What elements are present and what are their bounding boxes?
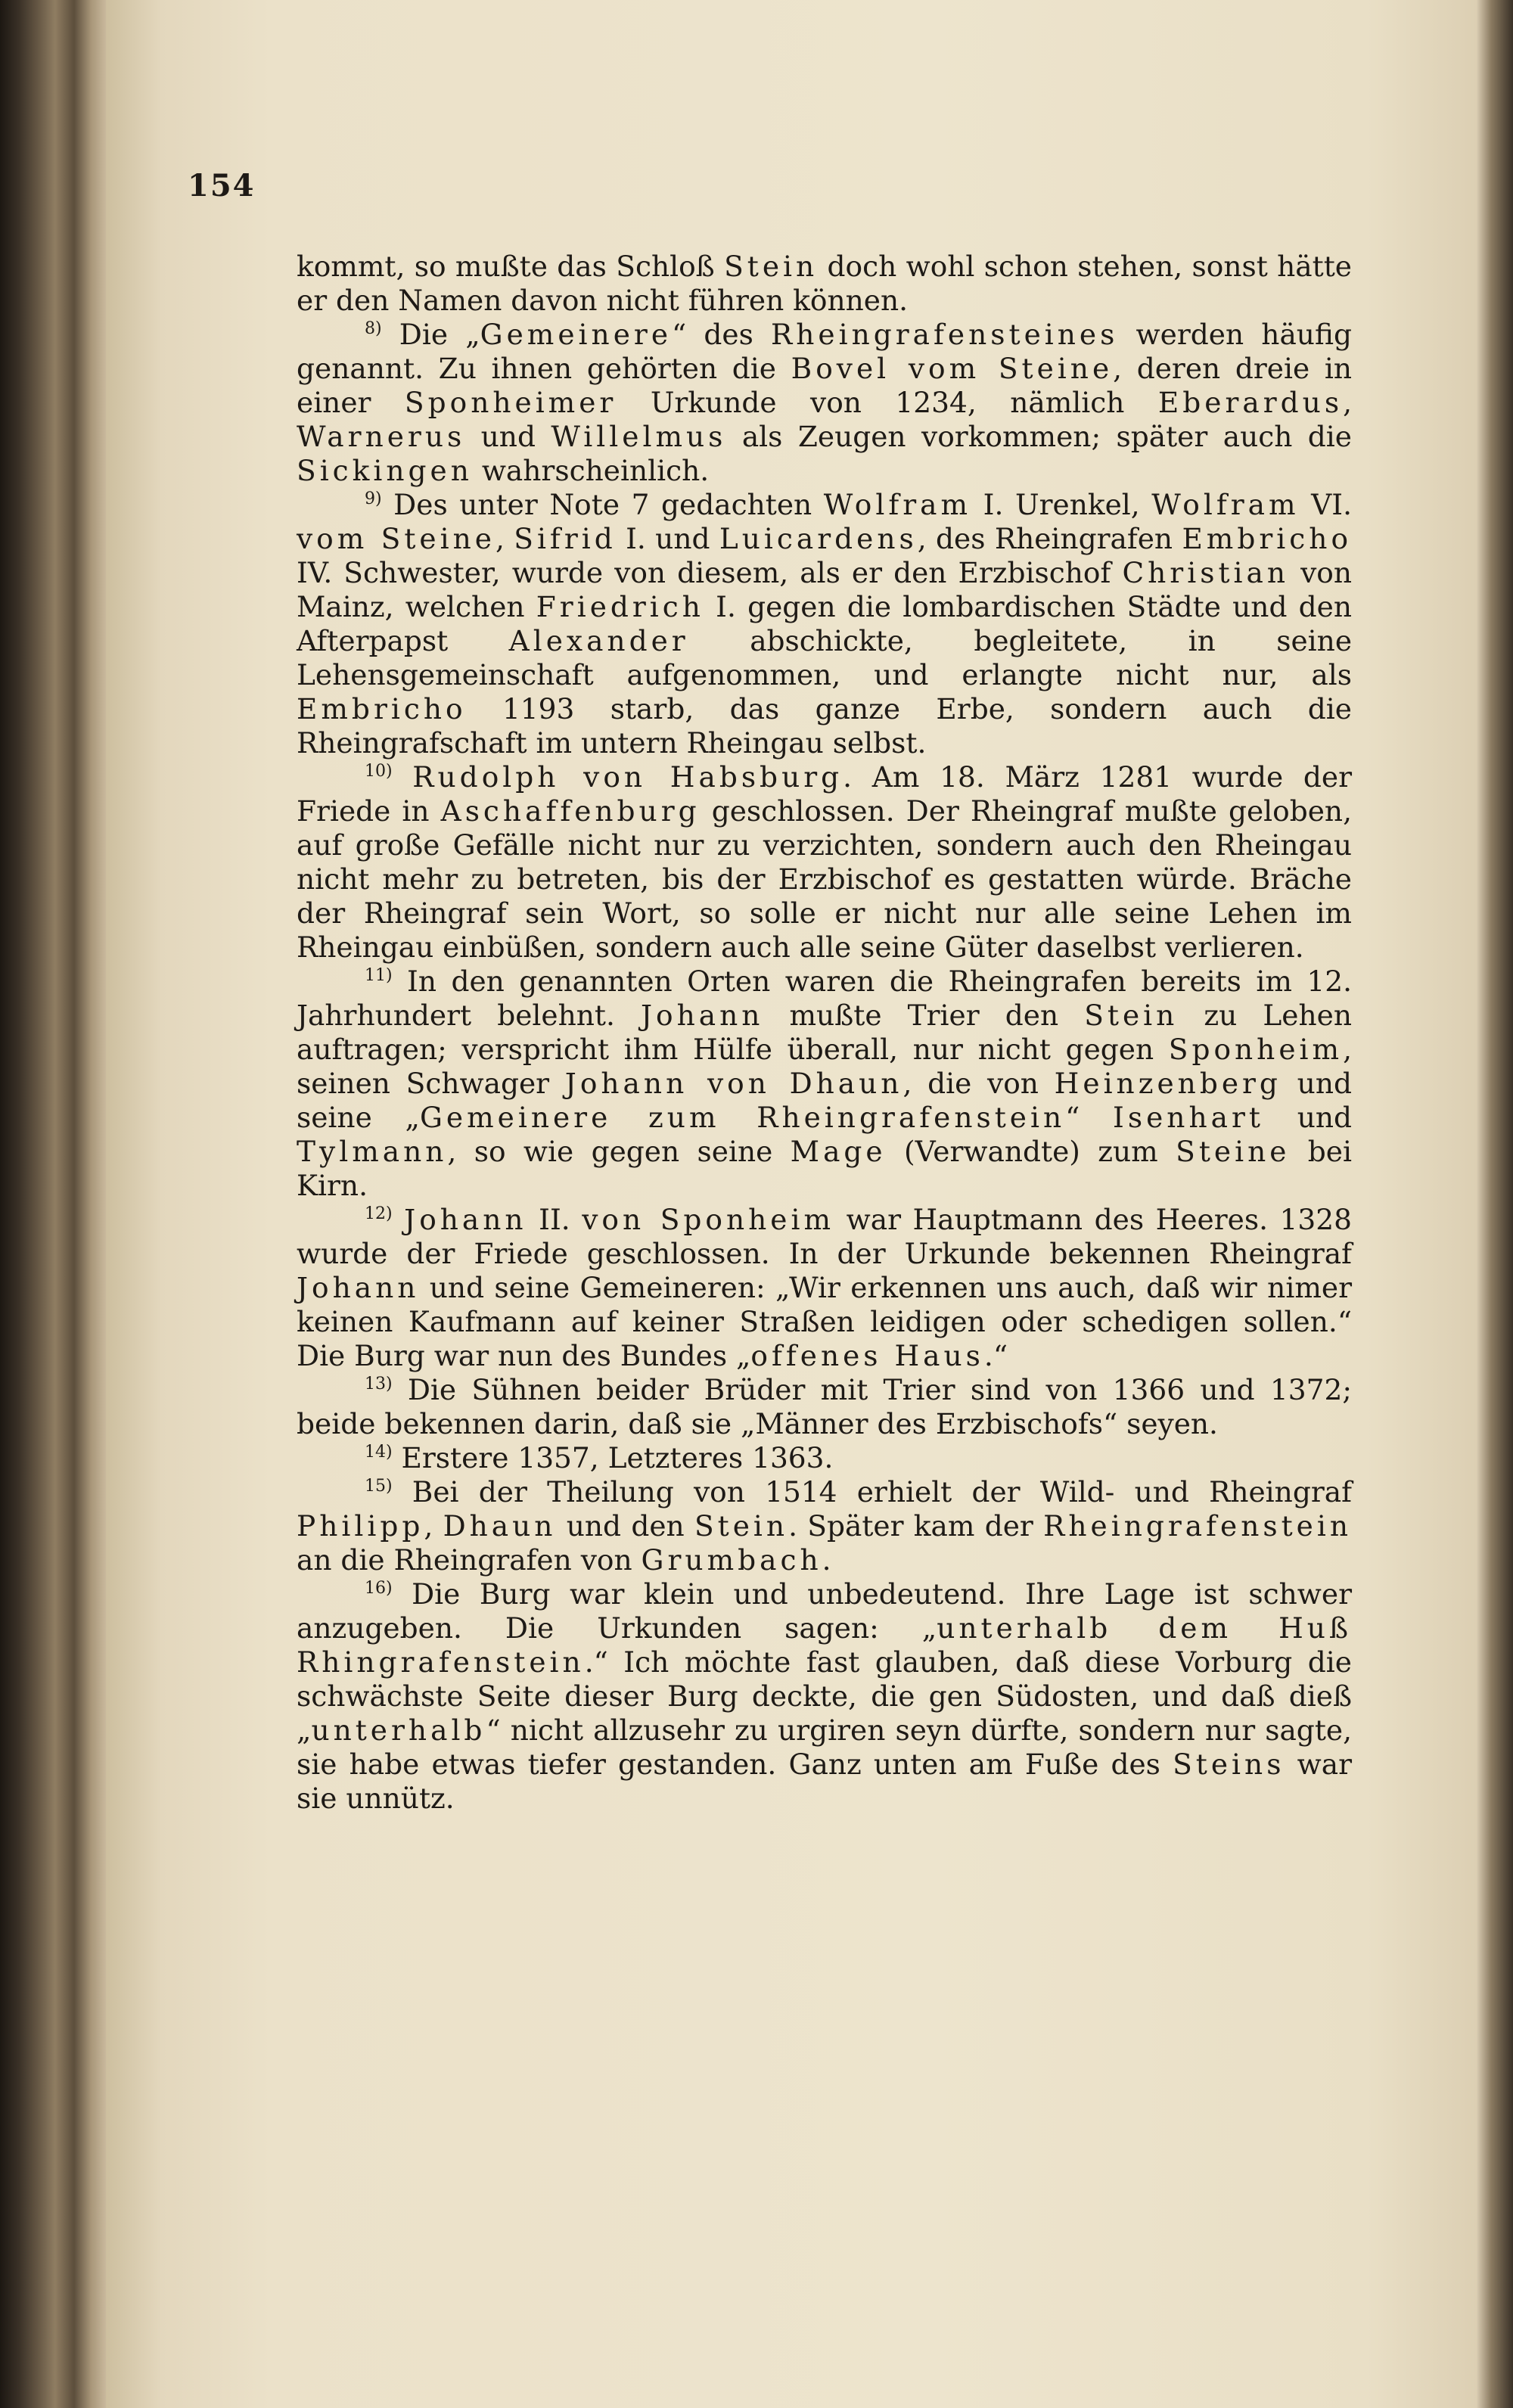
text-run: bei Kirn. [297,1135,1352,1202]
text-run: , [495,522,514,555]
spaced-name: Johann [640,999,764,1032]
spaced-name: Bovel vom Steine [791,352,1114,385]
spaced-name: offenes Haus [750,1339,984,1372]
text-run [393,1203,405,1236]
text-run: und [465,420,551,453]
text-run: war sie unnütz. [297,1748,1352,1815]
text-run: (Verwandte) zum [886,1135,1176,1168]
text-run: . Am 18. März 1281 wurde der Friede in [297,760,1352,828]
text-run: Die Sühnen beider Brüder mit Trier sind von 1366 und 1372; beide bekennen darin, daß sie „Männer des Erzbischofs“ seyen. [297,1373,1352,1440]
text-run [393,760,413,794]
spaced-name: Stein [1084,999,1179,1032]
spaced-name: von Sponheim [582,1203,835,1236]
spaced-name: unterhalb dem Huß Rhingrafenstein [297,1611,1352,1679]
text-run: I. und [616,522,719,555]
footnote-marker: 15) [365,1477,393,1496]
spaced-name: Wolfram [1151,488,1300,521]
spaced-name: unterhalb [311,1714,486,1747]
text-run: und den [556,1509,694,1543]
spaced-name: Steins [1173,1748,1285,1781]
text-run: Die „ [381,318,480,351]
spaced-name: Rudolph von Habsburg [412,760,843,794]
spaced-name: Heinzenberg [1054,1067,1282,1100]
text-run: VI. [1299,488,1352,521]
spaced-name: Christian [1122,556,1290,589]
spaced-name: Johann [297,1271,420,1304]
spaced-name: Johann von Dhaun [564,1067,903,1100]
spaced-name: Alexander [508,624,689,657]
spaced-name: Friedrich [536,590,704,623]
spaced-name: Philipp [297,1509,424,1543]
footnote-marker: 10) [365,762,393,781]
spaced-name: Rheingrafenstein [1043,1509,1353,1543]
text-run: Bei der Theilung von 1514 erhielt der Wild- und Rheingraf [392,1475,1352,1508]
footnote [297,1441,1352,1475]
spaced-name: Embricho [297,692,467,726]
spaced-name: Warnerus [297,420,466,453]
footnote-marker: 16) [365,1579,393,1598]
text-run: Des unter Note 7 gedachten [381,488,824,521]
text-run: “ des [672,318,772,351]
spaced-name: Willelmus [551,420,727,453]
text-run: I. Urenkel, [971,488,1152,521]
text-run: . Später kam der [788,1509,1044,1543]
spaced-name: Embricho [1182,522,1353,555]
text-run: und seine Gemeineren: „Wir erkennen uns auch, daß wir nimer keinen Kaufmann auf keiner Straßen leidigen oder schedigen sollen.“ Die Burg war nun des Bundes „ [297,1271,1352,1372]
text-run: an die Rheingrafen von [297,1543,642,1577]
text-run: werden häufig genannt. Zu ihnen gehörten die [297,318,1352,385]
spaced-name: Isenhart [1113,1101,1264,1134]
spaced-name: Grumbach [641,1543,822,1577]
footnote-marker: 8) [365,319,382,338]
spaced-name: Gemeinere zum Rheingrafenstein [419,1101,1066,1134]
footnote [297,318,1352,488]
text-run: .“ [983,1339,1008,1372]
spaced-name: Gemeinere [480,318,673,351]
text-run: , deren dreie in einer [297,352,1352,419]
text-run: und seine „ [297,1067,1352,1134]
spaced-name: Steine [1176,1135,1291,1168]
footnote [297,1203,1352,1373]
text-run: kommt, so mußte das Schloß [297,250,725,283]
text-run: geschlossen. Der Rheingraf mußte geloben, auf große Gefälle nicht nur zu verzichten, sondern auch den Rheingau nicht mehr zu betreten, bis der Erzbischof es gestatten würde. Bräche der Rheingraf sein Wort, so solle er nicht nur alle seine Lehen im Rheingau einbüßen, sondern auch alle seine Güter daselbst verlieren. [297,794,1352,964]
text-run: und [1263,1101,1352,1134]
spaced-name: Luicardens [719,522,918,555]
spaced-name: Sponheimer [404,386,617,419]
footnote [297,488,1352,760]
footnote-continuation [297,250,1352,318]
text-run: 1193 starb, das ganze Erbe, sondern auch die Rheingrafschaft im untern Rheingau selbst. [297,692,1352,760]
spaced-name: Eberardus [1157,386,1344,419]
text-run: In den genannten Orten waren die Rheingrafen bereits im 12. Jahrhundert belehnt. [297,965,1352,1032]
text-run: .“ Ich möchte fast glauben, daß diese Vorburg die schwächste Seite dieser Burg deckte, die gen Südosten, und daß dieß „ [297,1645,1352,1747]
text-run: wahrscheinlich. [472,454,710,487]
text-run: doch wohl schon stehen, sonst hätte er den Namen davon nicht führen können. [297,250,1352,317]
text-run: abschickte, begleitete, in seine Lehensgemeinschaft aufgenommen, und erlangte nicht nur, als [297,624,1353,691]
footnote [297,1373,1352,1441]
text-run: von Mainz, welchen [297,556,1352,623]
spaced-name: Rheingrafensteines [771,318,1119,351]
spaced-name: Johann [404,1203,527,1236]
text-run: I. gegen die lombardischen Städte und den Afterpapst [297,590,1352,657]
spaced-name: Stein [724,250,819,283]
text-run: “ [1065,1101,1114,1134]
footnote-marker: 11) [365,966,393,985]
footnote-marker: 12) [365,1204,393,1223]
text-run: , die von [903,1067,1055,1100]
text-run: war Hauptmann des Heeres. 1328 wurde der Friede geschlossen. In der Urkunde bekennen Rheingraf [297,1203,1352,1270]
spaced-name: Dhaun [443,1509,557,1543]
text-run: , seinen Schwager [297,1033,1352,1100]
text-run: Urkunde von 1234, nämlich [617,386,1158,419]
spaced-name: Sifrid [514,522,617,555]
book-binding-edge [0,0,106,2408]
text-run: , [1343,386,1352,419]
footnote [297,965,1352,1203]
text-run: Erstere 1357, Letzteres 1363. [392,1441,834,1474]
footnotes-text [297,250,1352,1816]
spaced-name: Sickingen [297,454,473,487]
text-run: zu Lehen auftragen; verspricht ihm Hülfe überall, nur nicht gegen [297,999,1352,1066]
spaced-name: Tylmann [297,1135,448,1168]
footnote [297,1475,1352,1577]
text-run: . [822,1543,831,1577]
page-right-edge [1477,0,1513,2408]
text-run: IV. Schwester, wurde von diesem, als er den Erzbischof [297,556,1123,589]
spaced-name: Aschaffenburg [440,794,701,828]
footnote-marker: 13) [365,1375,393,1394]
footnote [297,760,1352,965]
spaced-name: Mage [790,1135,887,1168]
text-run: , des Rheingrafen [917,522,1182,555]
text-run: mußte Trier den [763,999,1085,1032]
text-run: Die Burg war klein und unbedeutend. Ihre Lage ist schwer anzugeben. Die Urkunden sagen: „ [297,1577,1352,1645]
footnote-marker: 9) [365,489,382,508]
spaced-name: Sponheim [1168,1033,1344,1066]
text-run: , [424,1509,443,1543]
text-run: , so wie gegen seine [447,1135,791,1168]
spaced-name: vom Steine [297,522,496,555]
page-number: 154 [188,168,256,204]
spaced-name: Wolfram [823,488,972,521]
footnote [297,1577,1352,1816]
text-run: II. [527,1203,583,1236]
footnote-marker: 14) [365,1443,393,1462]
spaced-name: Stein [694,1509,789,1543]
text-run: “ nicht allzusehr zu urgiren seyn dürfte, sondern nur sagte, sie habe etwas tiefer gestanden. Ganz unten am Fuße des [297,1714,1352,1781]
text-run: als Zeugen vorkommen; später auch die [726,420,1352,453]
